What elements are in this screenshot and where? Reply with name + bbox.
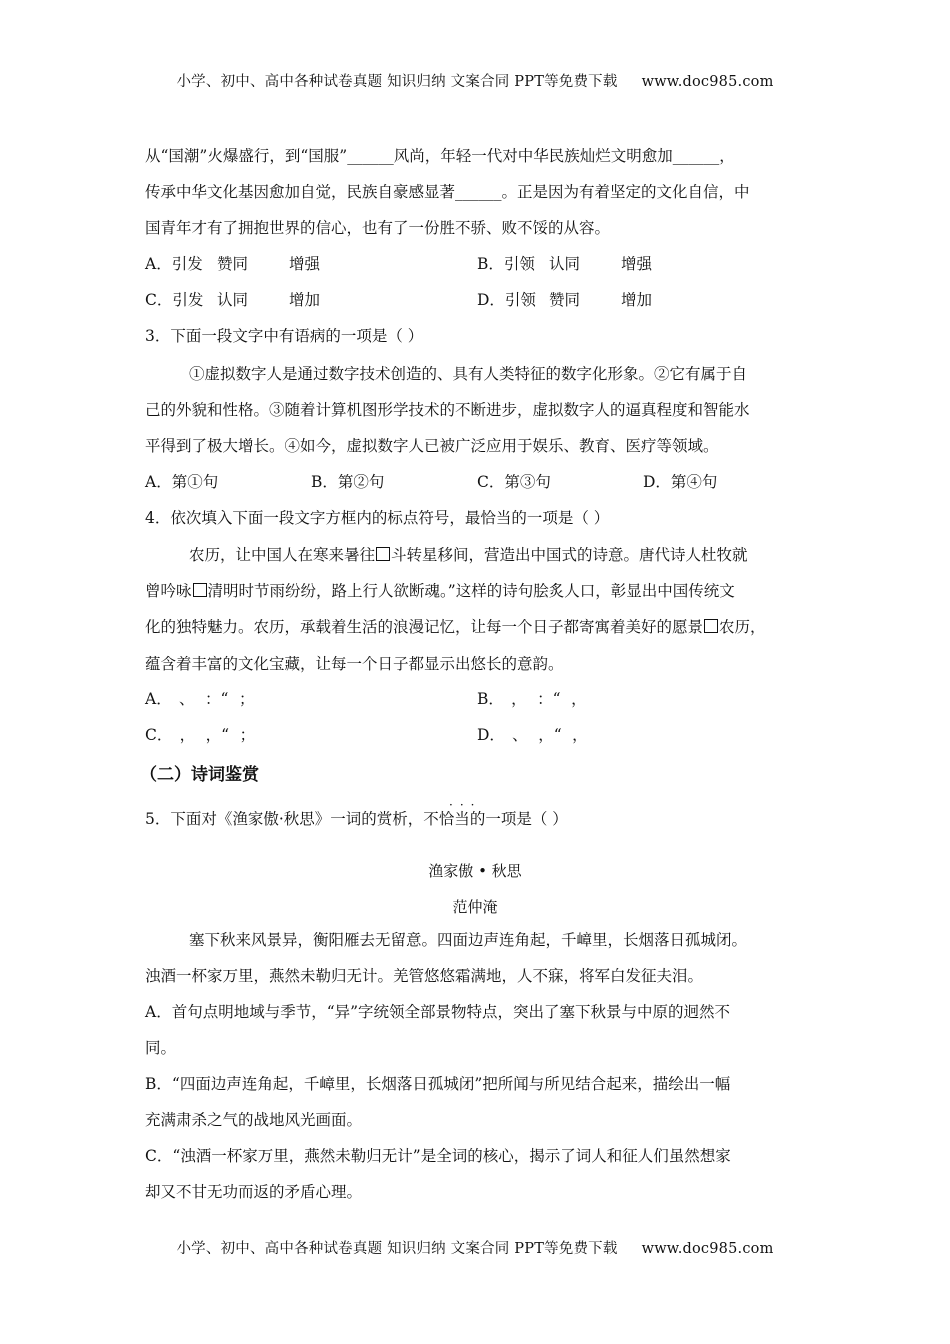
q3-option-d: D．第④句 [643, 473, 718, 491]
emphasis-dots: ··· [449, 798, 482, 812]
blank-box-3 [704, 619, 718, 633]
q2-option-b: B．引领 认同 增强 [477, 255, 653, 273]
q2-line-1: 从“国潮”火爆盛行，到“国服”______风尚，年轻一代对中华民族灿烂文明愈加______， [145, 147, 735, 165]
page-footer [0, 1237, 950, 1258]
blank-box-2 [193, 583, 207, 597]
q3-passage-line-1: ①虚拟数字人是通过数字技术创造的、具有人类特征的数字化形象。②它有属于自 [189, 365, 748, 383]
q3-passage-line-2: 己的外貌和性格。③随着计算机图形学技术的不断进步，虚拟数字人的逼真程度和智能水 [145, 401, 750, 419]
q3-stem: 3．下面一段文字中有语病的一项是（ ） [145, 327, 424, 345]
header-text: 小学、初中、高中各种试卷真题 知识归纳 文案合同 PPT等免费下载 [176, 74, 618, 90]
section-heading: （二）诗词鉴赏 [140, 765, 259, 785]
q4-passage-line-2: 曾吟咏 清明时节雨纷纷，路上行人欲断魂。”这样的诗句脍炙人口，彰显出中国传统文 [145, 582, 735, 600]
q2-line-2: 传承中华文化基因愈加自觉，民族自豪感显著______。正是因为有着坚定的文化自信，中 [145, 183, 750, 201]
q5-option-b-line-1: B．“四面边声连角起，千嶂里，长烟落日孤城闭”把所闻与所见结合起来，描绘出一幅 [145, 1075, 731, 1093]
poem-author: 范仲淹 [452, 898, 498, 916]
q4-passage-line-3: 化的独特魅力。农历，承载着生活的浪漫记忆，让每一个日子都寄寓着美好的愿景 农历， [145, 618, 766, 636]
q2-option-c: C．引发 认同 增加 [145, 291, 321, 309]
q5-option-a-line-2: 同。 [145, 1039, 177, 1057]
emphasized-text: 不恰当 [423, 810, 470, 828]
q4-passage-line-4: 蕴含着丰富的文化宝藏，让每一个日子都显示出悠长的意韵。 [145, 655, 564, 673]
q4-option-c: C． ， ，“ ； [145, 726, 256, 744]
q5-stem: 5．下面对《渔家傲·秋思》一词的赏析，不恰当的一项是（ ） [145, 810, 568, 828]
q2-option-a: A．引发 赞同 增强 [145, 255, 321, 273]
footer-text: 小学、初中、高中各种试卷真题 知识归纳 文案合同 PPT等免费下载 [176, 1241, 618, 1257]
q4-stem: 4．依次填入下面一段文字方框内的标点符号，最恰当的一项是（ ） [145, 509, 610, 527]
blank-box-1 [376, 547, 390, 561]
q2-option-d: D．引领 赞同 增加 [477, 291, 653, 309]
q5-option-c-line-2: 却又不甘无功而返的矛盾心理。 [145, 1183, 363, 1201]
q4-option-a: A． 、 ：“ ； [145, 690, 255, 708]
q2-line-3: 国青年才有了拥抱世界的信心，也有了一份胜不骄、败不馁的从容。 [145, 219, 611, 237]
q5-option-c-line-1: C．“浊酒一杯家万里，燕然未勒归无计”是全词的核心，揭示了词人和征人们虽然想家 [145, 1147, 731, 1165]
q4-passage-line-1: 农历，让中国人在寒来暑往 斗转星移间，营造出中国式的诗意。唐代诗人杜牧就 [189, 546, 748, 564]
q3-option-b: B．第②句 [311, 473, 385, 491]
header-url[interactable]: www.doc985.com [641, 74, 774, 90]
q4-option-d: D． 、 ，“ ， [477, 726, 588, 744]
poem-line-2: 浊酒一杯家万里，燕然未勒归无计。羌管悠悠霜满地，人不寐，将军白发征夫泪。 [145, 967, 704, 985]
q4-option-b: B． ， ：“ ， [477, 690, 587, 708]
q5-option-b-line-2: 充满肃杀之气的战地风光画面。 [145, 1111, 363, 1129]
q5-option-a-line-1: A．首句点明地域与季节，“异”字统领全部景物特点，突出了塞下秋景与中原的迥然不 [145, 1003, 731, 1021]
q3-option-c: C．第③句 [477, 473, 551, 491]
q3-option-a: A．第①句 [145, 473, 219, 491]
poem-line-1: 塞下秋来风景异，衡阳雁去无留意。四面边声连角起，千嶂里，长烟落日孤城闭。 [189, 931, 748, 949]
footer-url[interactable]: www.doc985.com [641, 1241, 774, 1257]
q3-passage-line-3: 平得到了极大增长。④如今，虚拟数字人已被广泛应用于娱乐、教育、医疗等领域。 [145, 437, 719, 455]
poem-title: 渔家傲 • 秋思 [428, 862, 522, 880]
page-header [0, 70, 950, 91]
